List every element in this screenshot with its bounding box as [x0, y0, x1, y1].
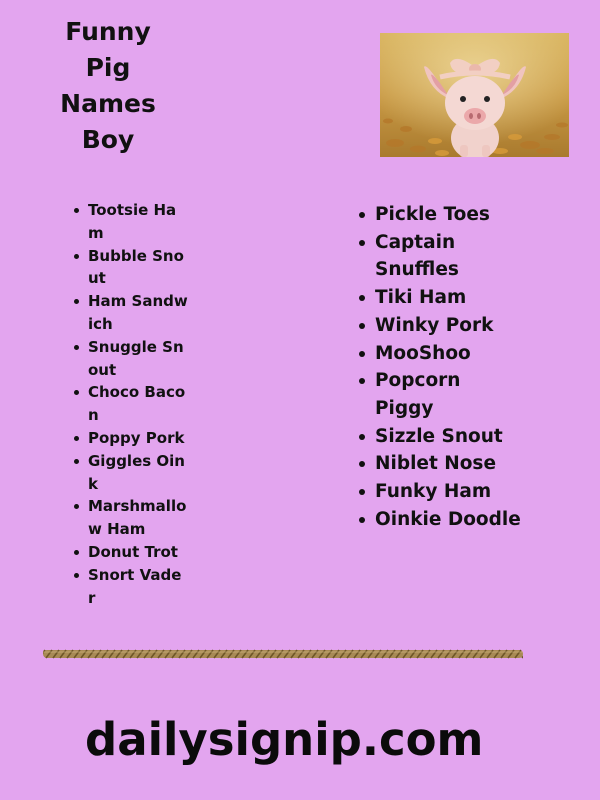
list-item: Popcorn Piggy — [375, 367, 525, 422]
list-item: Bubble Snout — [88, 245, 188, 291]
names-list-left — [88, 199, 188, 609]
piglet-with-bow-photo — [380, 33, 569, 157]
list-item: Tootsie Ham — [88, 199, 188, 245]
list-item: Tiki Ham — [375, 284, 525, 312]
list-item: Snort Vader — [88, 564, 188, 610]
list-item: Choco Bacon — [88, 381, 188, 427]
list-item: Funky Ham — [375, 478, 525, 506]
title-line: Names — [60, 89, 156, 118]
title-line: Pig — [85, 53, 131, 82]
title-line: Boy — [81, 125, 135, 154]
list-item: Sizzle Snout — [375, 423, 525, 451]
list-item: Ham Sandwich — [88, 290, 188, 336]
list-item: Poppy Pork — [88, 427, 188, 450]
list-item: MooShoo — [375, 340, 525, 368]
website-url: dailysignip.com — [85, 713, 484, 766]
page-title — [48, 14, 168, 158]
list-item: Donut Trot — [88, 541, 188, 564]
list-item: Snuggle Snout — [88, 336, 188, 382]
list-item: Marshmallow Ham — [88, 495, 188, 541]
title-line: Funny — [65, 17, 151, 46]
list-item: Captain Snuffles — [375, 229, 525, 284]
list-item: Winky Pork — [375, 312, 525, 340]
list-item: Oinkie Doodle — [375, 506, 525, 534]
names-list-right — [375, 201, 525, 533]
list-item: Giggles Oink — [88, 450, 188, 496]
rope-divider — [43, 645, 523, 663]
list-item: Pickle Toes — [375, 201, 525, 229]
list-item: Niblet Nose — [375, 450, 525, 478]
